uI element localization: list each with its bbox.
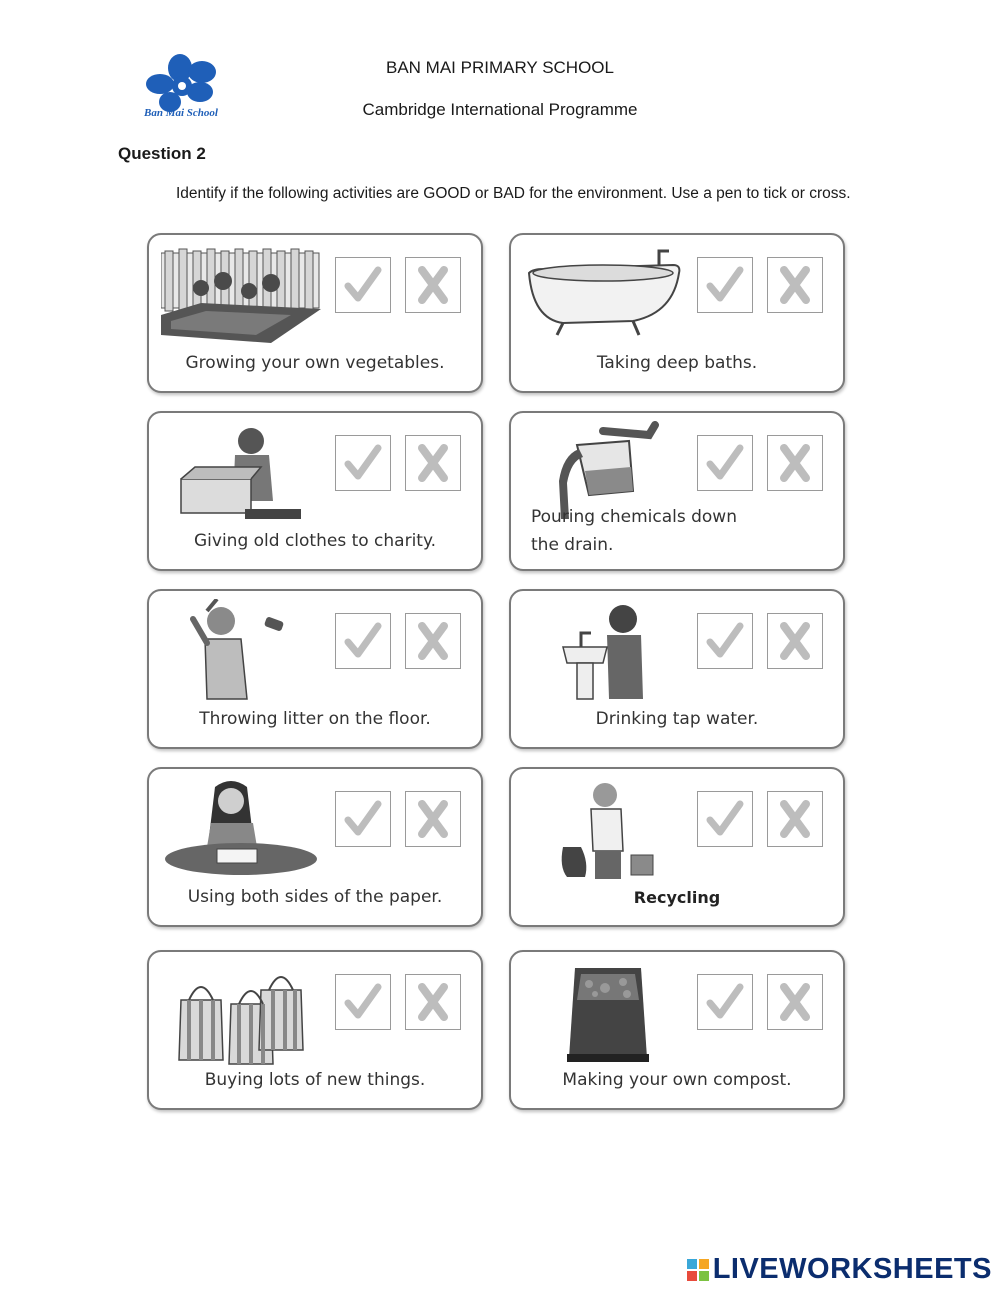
tick-box[interactable] [335,435,391,491]
liveworksheets-logo-icon [687,1259,709,1281]
activity-card-tap-water [509,589,845,749]
tick-box[interactable] [335,974,391,1030]
activity-label: Giving old clothes to charity. [193,531,437,551]
cross-icon [412,442,454,484]
activity-card-deep-baths [509,233,845,393]
cross-box[interactable] [767,613,823,669]
tick-box[interactable] [697,613,753,669]
logo-text: Ban Mai School [144,107,218,119]
boy-throwing-can-picture [161,599,321,705]
activity-label: Taking deep baths. [596,353,758,373]
cross-box[interactable] [405,435,461,491]
question-title: Question 2 [118,144,206,163]
activity-card-throwing-litter [147,589,483,749]
activity-label: Growing your own vegetables. [185,353,445,373]
tick-box[interactable] [697,435,753,491]
tick-icon [342,442,384,484]
activity-card-both-sides-paper [147,767,483,927]
cross-box[interactable] [767,257,823,313]
activity-card-pouring-chemicals [509,411,845,571]
tick-icon [342,798,384,840]
tick-icon [342,264,384,306]
tick-icon [342,981,384,1023]
cross-box[interactable] [767,435,823,491]
tick-icon [704,264,746,306]
tick-box[interactable] [697,974,753,1030]
tick-icon [704,798,746,840]
activity-label-line: the drain. [531,535,614,555]
school-name: BAN MAI PRIMARY SCHOOL [386,58,614,77]
girl-drawing-picture [161,777,321,883]
tick-box[interactable] [335,791,391,847]
activity-card-making-compost [509,950,845,1110]
activity-card-giving-clothes [147,411,483,571]
cross-icon [412,620,454,662]
activity-label [531,503,843,559]
cross-icon [774,981,816,1023]
tick-icon [704,981,746,1023]
tick-box[interactable] [697,791,753,847]
cross-icon [774,620,816,662]
cross-box[interactable] [767,974,823,1030]
cross-icon [412,981,454,1023]
cross-box[interactable] [405,974,461,1030]
activity-label: Recycling [633,888,721,907]
cross-icon [412,798,454,840]
activity-card-growing-vegetables [147,233,483,393]
activity-label: Drinking tap water. [595,709,759,729]
man-recycling-picture [523,777,683,883]
cross-icon [774,798,816,840]
compost-bin-picture [523,960,683,1066]
shopping-bags-picture [161,960,321,1066]
brand-text: LIVEWORKSHEETS [712,1253,992,1285]
tick-box[interactable] [697,257,753,313]
tick-box[interactable] [335,613,391,669]
activity-card-buying-new-things [147,950,483,1110]
cross-icon [774,442,816,484]
cross-box[interactable] [767,791,823,847]
tick-icon [704,442,746,484]
activity-label: Buying lots of new things. [204,1070,426,1090]
child-packing-clothes-picture [161,421,321,527]
activity-label: Using both sides of the paper. [187,887,443,907]
tick-box[interactable] [335,257,391,313]
activity-label: Making your own compost. [562,1070,792,1090]
question-instruction: Identify if the following activities are GOOD or BAD for the environment. Use a pen to tick or cross. [176,185,851,202]
activity-card-recycling [509,767,845,927]
boy-at-sink-picture [523,599,683,705]
cross-icon [774,264,816,306]
tick-icon [342,620,384,662]
liveworksheets-brand [687,1253,992,1286]
cross-box[interactable] [405,791,461,847]
programme-name: Cambridge International Programme [362,100,638,119]
cross-box[interactable] [405,257,461,313]
activity-label-line: Pouring chemicals down [531,507,737,527]
vegetable-garden-picture [161,243,321,349]
activity-label: Throwing litter on the floor. [199,709,431,729]
cross-box[interactable] [405,613,461,669]
cross-icon [412,264,454,306]
tick-icon [704,620,746,662]
bathtub-picture [523,243,683,349]
